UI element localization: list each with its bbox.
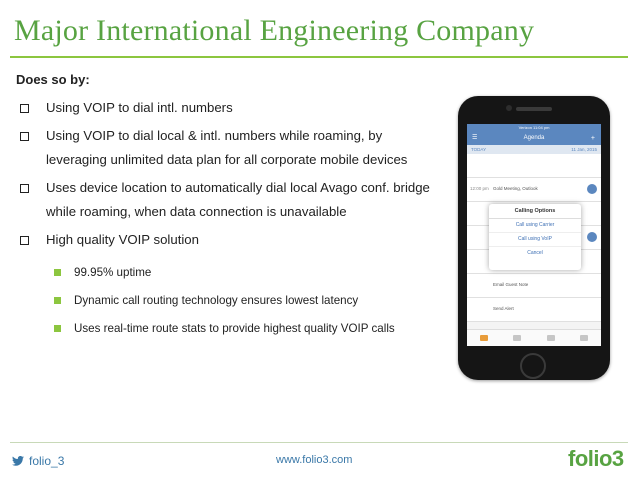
bullet-text: Using VOIP to dial local & intl. numbers while roaming, by leveraging unlimited data plan for all corporate mobile devices xyxy=(46,128,408,167)
bullet-text: High quality VOIP solution xyxy=(46,232,199,247)
agenda-row[interactable] xyxy=(467,154,601,178)
footer-divider xyxy=(10,442,628,443)
bullet-text: Uses device location to automatically dial local Avago conf. bridge while roaming, when data connection is unavailable xyxy=(46,180,430,219)
sub-bullet-item xyxy=(16,318,436,340)
agenda-row[interactable] xyxy=(467,298,601,322)
dialog-title: Calling Options xyxy=(489,204,581,219)
square-bullet-icon xyxy=(54,297,61,304)
row-time: 12:00 pm xyxy=(470,186,489,191)
slide-title: Major International Engineering Company xyxy=(14,14,535,47)
bullet-item xyxy=(16,176,436,224)
website-link[interactable]: www.folio3.com xyxy=(276,454,353,466)
sub-bullet-item xyxy=(16,262,436,284)
nav-title: Agenda xyxy=(523,135,545,141)
sub-bullet-text: Dynamic call routing technology ensures lowest latency xyxy=(74,294,359,307)
menu-icon[interactable]: ☰ xyxy=(472,135,478,141)
folio3-logo: folio3 xyxy=(568,446,624,471)
tab-bar xyxy=(467,329,601,346)
checkbox-bullet-icon xyxy=(20,132,29,141)
title-divider xyxy=(10,56,628,58)
square-bullet-icon xyxy=(54,269,61,276)
bullet-item xyxy=(16,228,436,252)
camera-icon xyxy=(506,105,512,111)
agenda-row[interactable] xyxy=(467,178,601,202)
checkbox-bullet-icon xyxy=(20,236,29,245)
bullet-item xyxy=(16,96,436,120)
phone-mockup xyxy=(458,96,610,380)
subheading: Does so by: xyxy=(16,72,90,87)
tab-settings-icon[interactable] xyxy=(580,335,588,341)
date-left: TODAY xyxy=(471,147,487,152)
sub-bullet-text: 99.95% uptime xyxy=(74,266,152,279)
app-nav-bar xyxy=(467,132,601,145)
sub-bullet-item xyxy=(16,290,436,312)
tab-agenda-icon[interactable] xyxy=(480,335,488,341)
bullet-item xyxy=(16,124,436,172)
date-bar xyxy=(467,145,601,154)
speaker-grille xyxy=(516,107,552,111)
bullet-text: Using VOIP to dial intl. numbers xyxy=(46,100,233,115)
tab-contacts-icon[interactable] xyxy=(513,335,521,341)
twitter-bird-icon xyxy=(12,456,24,466)
home-button xyxy=(520,353,546,379)
checkbox-bullet-icon xyxy=(20,104,29,113)
sub-bullet-text: Uses real-time route stats to provide highest quality VOIP calls xyxy=(74,322,395,335)
call-icon[interactable] xyxy=(587,232,597,242)
call-carrier-option[interactable]: Call using Carrier xyxy=(489,219,581,233)
checkbox-bullet-icon xyxy=(20,184,29,193)
add-icon[interactable]: + xyxy=(590,135,595,142)
call-voip-option[interactable]: Call using VoIP xyxy=(489,233,581,247)
call-icon[interactable] xyxy=(587,184,597,194)
calling-options-dialog xyxy=(489,204,581,270)
bullet-list xyxy=(16,96,436,346)
agenda-row[interactable] xyxy=(467,274,601,298)
row-event: Gold Meeting, Outlook xyxy=(493,186,538,191)
phone-screen xyxy=(467,124,601,346)
tab-notes-icon[interactable] xyxy=(547,335,555,341)
twitter-link[interactable] xyxy=(12,454,64,468)
cancel-option[interactable]: Cancel xyxy=(527,250,543,256)
date-right: 11 Jan, 2015 xyxy=(571,147,597,152)
square-bullet-icon xyxy=(54,325,61,332)
row-event: Send Alert xyxy=(493,306,514,311)
twitter-handle: folio_3 xyxy=(29,454,65,468)
row-event: Email Guest Note xyxy=(493,282,529,287)
status-bar: Verizon 11:04 pm xyxy=(467,124,601,132)
